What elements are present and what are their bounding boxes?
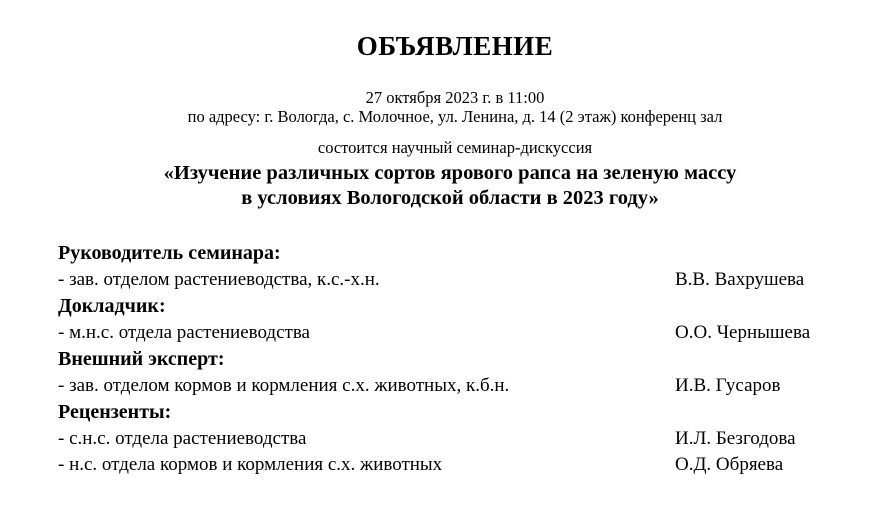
participants-list (58, 240, 858, 478)
participant-position: - м.н.с. отдела растениеводства (58, 322, 310, 343)
participant-position: - зав. отделом растениеводства, к.с.-х.н. (58, 269, 380, 290)
participant-position: - н.с. отдела кормов и кормления с.х. животных (58, 454, 443, 475)
participant-row (58, 426, 858, 452)
seminar-topic-line-2: в условиях Вологодской области в 2023 году» (241, 187, 659, 209)
role-heading-speaker: Докладчик: (58, 295, 166, 317)
participant-row (58, 267, 858, 293)
participant-position: - с.н.с. отдела растениеводства (58, 428, 307, 449)
participant-name: И.В. Гусаров (675, 375, 781, 396)
event-intro: состоится научный семинар-дискуссия (317, 138, 593, 157)
participant-row (58, 320, 858, 346)
participant-name: В.В. Вахрушева (675, 269, 805, 290)
participant-name: О.Д. Обряева (675, 454, 784, 475)
participant-row (58, 452, 858, 478)
event-date-time: 27 октября 2023 г. в 11:00 (365, 88, 545, 107)
role-heading-leader: Руководитель семинара: (58, 242, 281, 264)
participant-position: - зав. отделом кормов и кормления с.х. животных, к.б.н. (58, 375, 510, 396)
participant-name: О.О. Чернышева (675, 322, 811, 343)
announcement-title: ОБЪЯВЛЕНИЕ (356, 31, 554, 61)
participant-name: И.Л. Безгодова (675, 428, 796, 449)
event-address: по адресу: г. Вологда, с. Молочное, ул. Ленина, д. 14 (2 этаж) конференц зал (187, 107, 723, 126)
role-heading-reviewers: Рецензенты: (58, 401, 172, 423)
role-heading-external-expert: Внешний эксперт: (58, 348, 225, 370)
participant-row (58, 373, 858, 399)
seminar-topic-line-1: «Изучение различных сортов ярового рапса на зеленую массу (163, 162, 737, 184)
